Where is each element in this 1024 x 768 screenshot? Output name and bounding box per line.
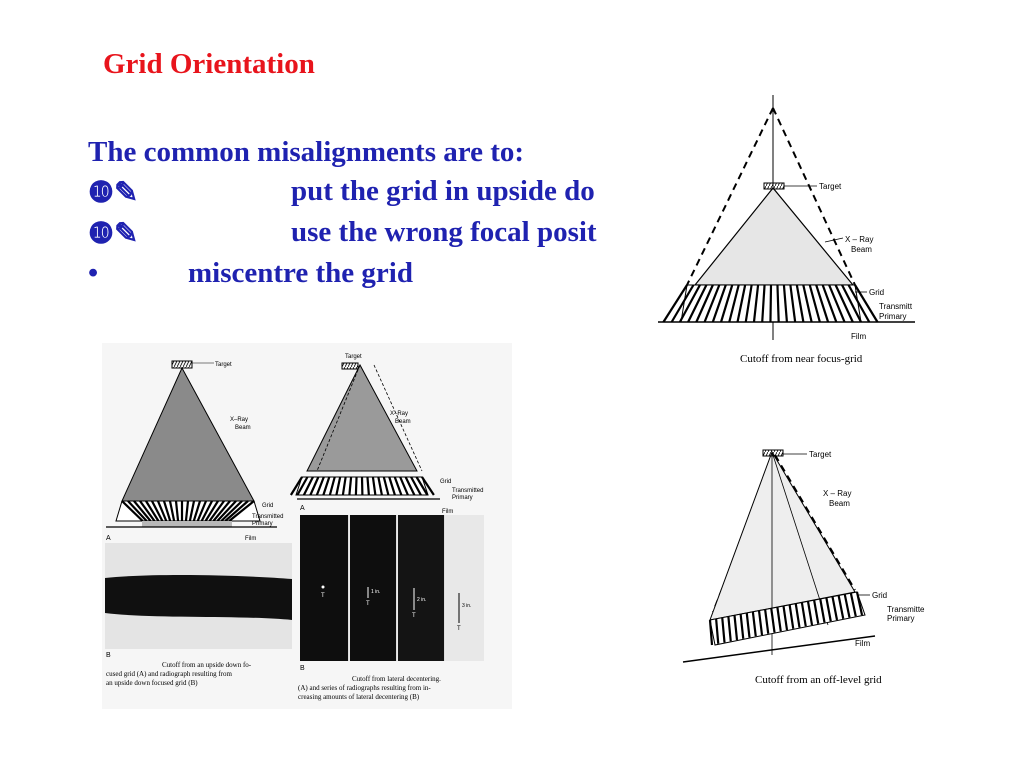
slide-title: Grid Orientation <box>103 48 315 80</box>
caption-off-level: Cutoff from an off-level grid <box>755 674 882 686</box>
label-primary: Primary <box>887 614 915 623</box>
label-primary: Primary <box>252 521 273 527</box>
label-grid: Grid <box>869 288 885 297</box>
panel-b-label: B <box>300 665 305 672</box>
label-target: Target <box>215 362 232 368</box>
label-beam: Beam <box>235 425 251 431</box>
bullet-3-marker: • <box>88 257 99 289</box>
figure-near-focus-grid <box>655 90 925 370</box>
label-film: Film <box>442 509 454 515</box>
label-xray: X – Ray <box>845 235 874 244</box>
intro-text: The common misalignments are to: <box>88 136 525 168</box>
label-transmitted: Transmitt <box>879 302 913 311</box>
marker-t-2: T <box>366 601 370 607</box>
grid-strips <box>116 501 260 521</box>
bullet-1-text: put the grid in upside do <box>291 175 595 207</box>
pencil-icon: ✎ <box>114 218 139 250</box>
bullet-2-text: use the wrong focal posit <box>291 216 597 248</box>
label-film: Film <box>245 536 257 542</box>
label-transmitted: Transmitte <box>887 605 925 614</box>
label-target: Target <box>809 450 832 459</box>
panel-a-label: A <box>300 505 305 512</box>
label-xray: X–Ray <box>230 417 249 423</box>
marker-3in: 3 in. <box>462 603 472 609</box>
label-film: Film <box>855 639 871 648</box>
figure-scanned-page <box>102 343 512 709</box>
bullet-2-marker <box>88 216 138 251</box>
caption-near-focus: Cutoff from near focus-grid <box>740 353 863 365</box>
panel-a-label: A <box>106 535 111 542</box>
label-target: Target <box>345 354 362 360</box>
label-beam: Beam <box>851 245 872 254</box>
bullet-number-icon: ❿ <box>88 218 114 250</box>
marker-1in: 1 in. <box>371 589 381 595</box>
bullet-region <box>0 0 652 300</box>
caption-lateral-2: (A) and series of radiographs resulting from in- <box>298 684 431 692</box>
marker-t-3: T <box>412 613 416 619</box>
pencil-icon: ✎ <box>114 177 139 209</box>
caption-lateral-1: Cutoff from lateral decentering. <box>352 675 441 683</box>
label-target: Target <box>819 182 842 191</box>
caption-upside-down-2: cused grid (A) and radiograph resulting from <box>106 670 232 678</box>
label-primary: Primary <box>879 312 907 321</box>
marker-2in: 2 in. <box>417 597 427 603</box>
label-xray: X – Ray <box>823 489 852 498</box>
grid-strips <box>291 477 434 495</box>
label-xray: X–Ray <box>390 411 409 417</box>
label-beam: Beam <box>829 499 850 508</box>
caption-upside-down-1: Cutoff from an upside down fo- <box>162 661 252 669</box>
label-transmitted: Transmitted <box>452 488 484 494</box>
panel-b-label: B <box>106 652 111 659</box>
label-grid: Grid <box>440 479 452 485</box>
label-grid: Grid <box>262 503 274 509</box>
marker-t-1: T <box>321 593 325 599</box>
bullet-1-marker <box>88 175 138 210</box>
label-beam: Beam <box>395 419 411 425</box>
marker-t-4: T <box>457 626 461 632</box>
label-transmitted: Transmitted <box>252 514 284 520</box>
figure-off-level-grid <box>675 440 945 700</box>
label-film: Film <box>851 332 867 341</box>
caption-upside-down-3: an upside down focused grid (B) <box>106 679 198 687</box>
caption-lateral-3: creasing amounts of lateral decentering (B) <box>298 693 420 701</box>
label-grid: Grid <box>872 591 888 600</box>
label-primary: Primary <box>452 495 473 501</box>
bullet-3-text: miscentre the grid <box>188 257 413 289</box>
grid-strips <box>663 285 877 322</box>
bullet-number-icon: ❿ <box>88 177 114 209</box>
